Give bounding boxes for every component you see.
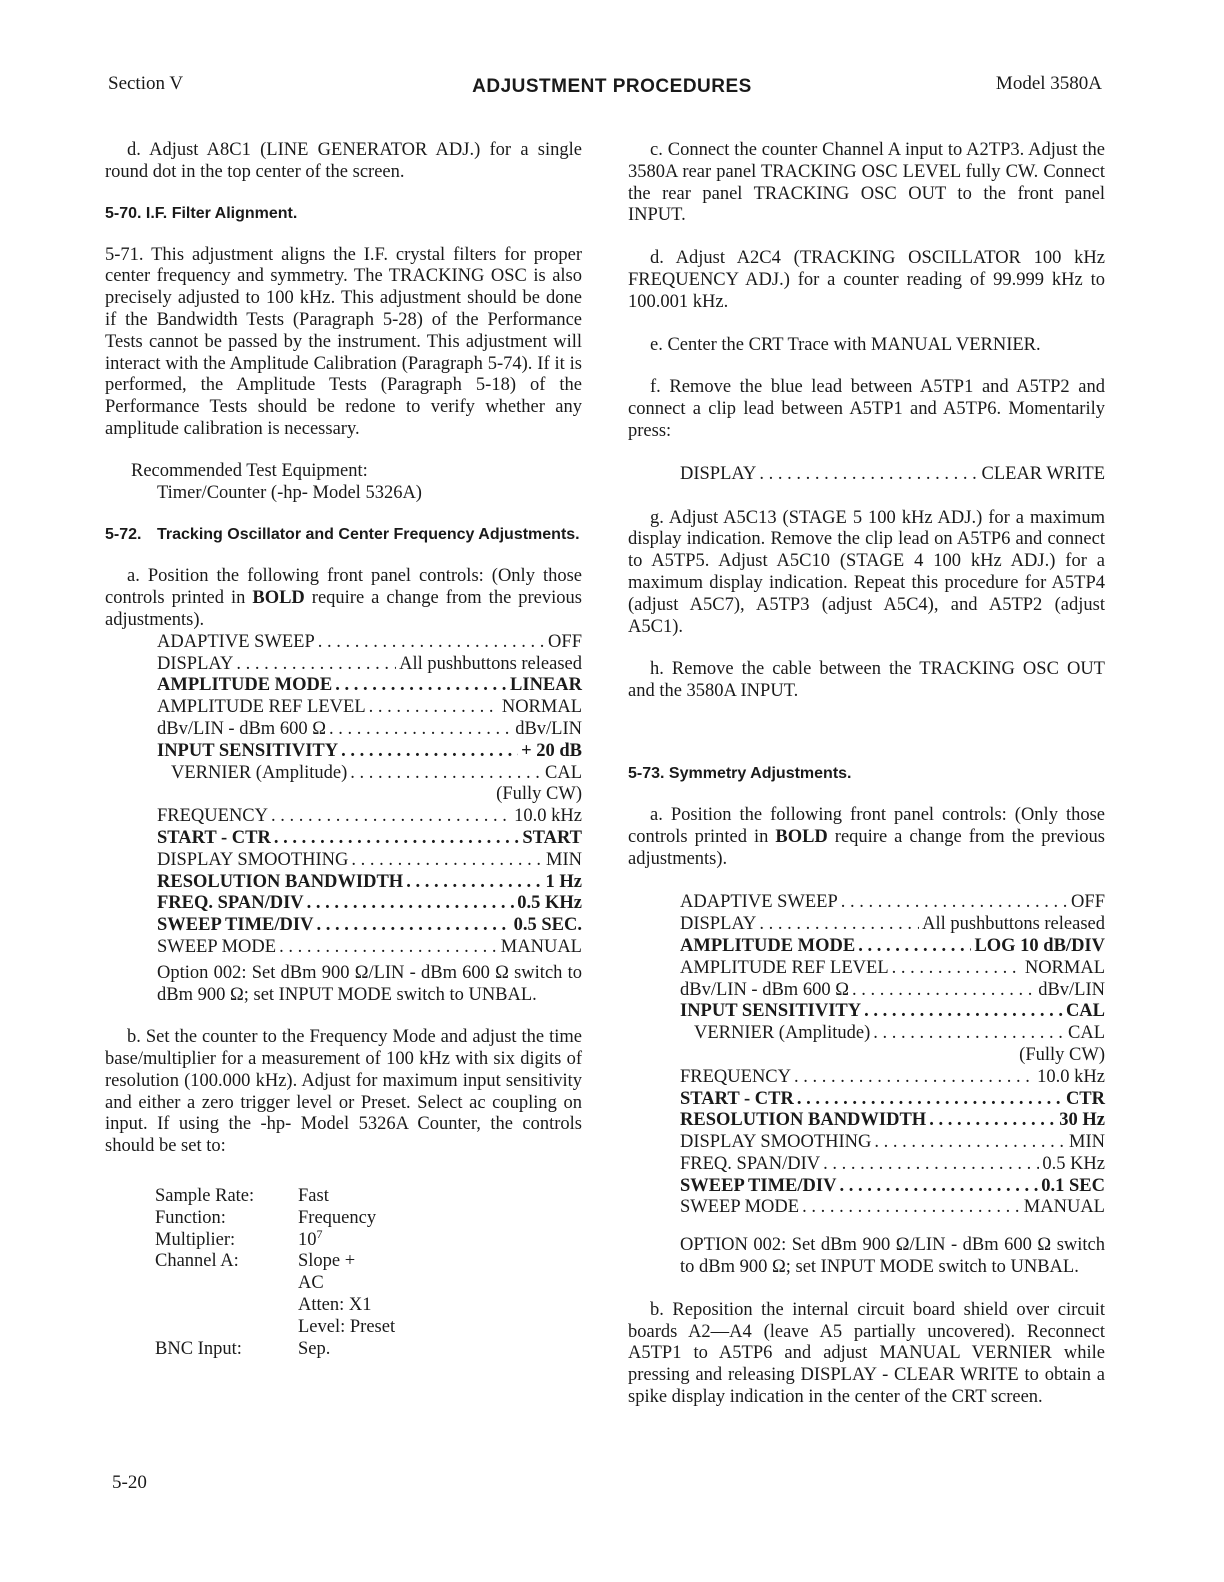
page-title: ADJUSTMENT PROCEDURES xyxy=(472,76,752,97)
right-para-g: g. Adjust A5C13 (STAGE 5 100 kHz ADJ.) for a maximum display indication. Remove the clip lead on A5TP6 and connect to A5TP5. Adjust A5C10 (STAGE 4 100 kHz ADJ.) for a maximum display indication. Repeat this procedure for A5TP4 (adjust A5C7), A5TP3 (adjust A5C4), and A5TP2 (adjust A5C1). xyxy=(628,507,1105,637)
control-label: SWEEP TIME/DIV xyxy=(157,915,314,936)
control-row xyxy=(157,937,582,959)
control-row xyxy=(157,806,582,828)
counter-setting-label: Function: xyxy=(155,1207,226,1228)
control-label: ADAPTIVE SWEEP xyxy=(157,631,315,652)
control-value: 10.0 kHz xyxy=(1037,1066,1105,1087)
counter-setting-value: AC xyxy=(298,1273,324,1294)
rte-item: Timer/Counter (-hp- Model 5326A) xyxy=(157,482,422,503)
control-value: dBv/LIN xyxy=(1038,979,1105,1000)
right-para-a-bold: BOLD xyxy=(775,826,828,847)
right-para-a-text-2: require a change from the previous adjustments). xyxy=(628,826,1105,869)
heading-5-72 xyxy=(105,524,582,546)
left-controls-list xyxy=(157,632,582,959)
control-row xyxy=(680,1154,1105,1176)
counter-setting-value: Slope + xyxy=(298,1251,356,1272)
counter-setting-label: Sample Rate: xyxy=(155,1186,255,1207)
control-value: All pushbuttons released xyxy=(922,914,1105,935)
control-row xyxy=(680,1132,1105,1154)
control-row xyxy=(680,1067,1105,1089)
control-label: FREQ. SPAN/DIV xyxy=(157,893,304,914)
left-option-002: Option 002: Set dBm 900 Ω/LIN - dBm 600 Ω switch to dBm 900 Ω; set INPUT MODE switch to UNBAL. xyxy=(157,962,582,1005)
counter-settings-table xyxy=(155,1186,582,1360)
control-value: 0.1 SEC xyxy=(1041,1175,1105,1196)
control-row xyxy=(680,1176,1105,1198)
control-value: START xyxy=(522,827,582,848)
control-label: dBv/LIN - dBm 600 Ω xyxy=(680,979,849,1000)
page-number: 5-20 xyxy=(112,1472,147,1493)
control-value: 0.5 KHz xyxy=(1042,1153,1105,1174)
right-para-a-text-1: a. Position the following front panel controls: (Only those controls printed in xyxy=(628,804,1105,847)
control-value: 0.5 SEC. xyxy=(513,915,582,936)
control-row xyxy=(157,719,582,741)
control-label: AMPLITUDE MODE xyxy=(680,935,856,956)
section-label: Section V xyxy=(108,73,184,94)
control-row xyxy=(680,1197,1105,1219)
control-value: MIN xyxy=(1069,1132,1105,1153)
control-row xyxy=(680,892,1105,914)
control-row xyxy=(680,936,1105,958)
control-value: 0.5 KHz xyxy=(517,893,582,914)
control-value: LINEAR xyxy=(510,675,582,696)
left-para-d: d. Adjust A8C1 (LINE GENERATOR ADJ.) for a single round dot in the top center of the screen. xyxy=(105,140,582,182)
counter-setting-value: Level: Preset xyxy=(298,1316,396,1337)
control-value: dBv/LIN xyxy=(515,718,582,739)
left-column xyxy=(105,140,582,1360)
right-para-b: b. Reposition the internal circuit board shield over circuit boards A2—A4 (leave A5 partially uncovered). Reconnect A5TP1 to A5TP6 and adjust MANUAL VERNIER while pressing and releasing DISPLAY - CLEAR WRITE to obtain a spike display indication in the center of the CRT screen. xyxy=(628,1299,1105,1408)
right-column xyxy=(628,140,1105,1409)
display-clear-write xyxy=(680,464,1105,486)
control-value: 1 Hz xyxy=(545,871,582,892)
left-para-b: b. Set the counter to the Frequency Mode and adjust the time base/multiplier for a measurement of 100 kHz with six digits of resolution (100.000 kHz). Adjust for maximum input sensitivity and either a zero trigger level or Preset. Select ac coupling on input. If using the -hp- Model 5326A Counter, the controls should be set to: xyxy=(105,1027,582,1157)
control-value: CAL xyxy=(545,762,582,783)
control-label: SWEEP MODE xyxy=(680,1197,800,1218)
control-label: FREQUENCY xyxy=(680,1066,792,1087)
control-label: VERNIER (Amplitude) xyxy=(694,1023,871,1044)
control-value: 10.0 kHz xyxy=(514,806,582,827)
rte-label: Recommended Test Equipment: xyxy=(131,460,368,481)
control-label: ADAPTIVE SWEEP xyxy=(680,892,838,913)
heading-5-72-text: Tracking Oscillator and Center Frequency Adjustments. xyxy=(157,526,580,544)
control-label: DISPLAY xyxy=(680,914,757,935)
right-para-a xyxy=(628,805,1105,870)
control-label: START - CTR xyxy=(157,827,271,848)
control-label: AMPLITUDE REF LEVEL xyxy=(680,957,889,978)
heading-5-72-number: 5-72. xyxy=(105,526,142,544)
control-row xyxy=(157,828,582,850)
control-value: CTR xyxy=(1065,1088,1105,1109)
fully-cw-note: (Fully CW) xyxy=(1019,1044,1105,1065)
control-row xyxy=(157,675,582,697)
control-row xyxy=(680,958,1105,980)
control-value: OFF xyxy=(1071,892,1105,913)
right-para-f: f. Remove the blue lead between A5TP1 and A5TP2 and connect a clip lead between A5TP1 and A5TP6. Momentarily press: xyxy=(628,377,1105,441)
heading-5-70: 5-70. I.F. Filter Alignment. xyxy=(105,204,298,222)
control-row xyxy=(157,850,582,872)
control-row xyxy=(157,632,582,654)
counter-setting-label: Channel A: xyxy=(155,1251,239,1272)
control-row xyxy=(680,1001,1105,1023)
left-para-a-bold: BOLD xyxy=(252,588,305,609)
control-value: 30 Hz xyxy=(1059,1110,1105,1131)
control-label: SWEEP TIME/DIV xyxy=(680,1175,837,1196)
control-label: INPUT SENSITIVITY xyxy=(680,1001,862,1022)
right-para-h: h. Remove the cable between the TRACKING OSC OUT and the 3580A INPUT. xyxy=(628,659,1105,702)
left-para-a-text-2: require a change from the previous adjustments). xyxy=(105,588,582,630)
control-label: INPUT SENSITIVITY xyxy=(157,740,339,761)
heading-5-73: 5-73. Symmetry Adjustments. xyxy=(628,764,852,782)
control-label: DISPLAY SMOOTHING xyxy=(157,849,349,870)
right-para-d: d. Adjust A2C4 (TRACKING OSCILLATOR 100 kHz FREQUENCY ADJ.) for a counter reading of 99.999 kHz to 100.001 kHz. xyxy=(628,248,1105,312)
control-label: dBv/LIN - dBm 600 Ω xyxy=(157,718,326,739)
counter-setting-label: Multiplier: xyxy=(155,1229,236,1250)
control-value: CAL xyxy=(1065,1001,1105,1022)
control-row xyxy=(157,893,582,915)
control-label: FREQUENCY xyxy=(157,806,269,827)
control-label: AMPLITUDE REF LEVEL xyxy=(157,697,366,718)
fully-cw-note: (Fully CW) xyxy=(496,784,582,805)
control-row xyxy=(157,697,582,719)
control-label: DISPLAY SMOOTHING xyxy=(680,1132,872,1153)
control-row xyxy=(680,1110,1105,1132)
control-value: NORMAL xyxy=(1024,957,1105,978)
control-row xyxy=(680,1023,1105,1045)
right-controls-list xyxy=(680,892,1105,1219)
control-value: All pushbuttons released xyxy=(399,653,582,674)
counter-setting-label: BNC Input: xyxy=(155,1338,242,1359)
control-row xyxy=(680,914,1105,936)
control-row xyxy=(680,980,1105,1002)
control-value: MANUAL xyxy=(1023,1197,1105,1218)
right-para-e: e. Center the CRT Trace with MANUAL VERNIER. xyxy=(650,334,1041,355)
left-para-a xyxy=(105,566,582,631)
control-label: FREQ. SPAN/DIV xyxy=(680,1153,821,1174)
display-value: CLEAR WRITE xyxy=(981,463,1105,484)
control-row xyxy=(680,1089,1105,1111)
counter-setting-label xyxy=(155,1273,298,1295)
counter-setting-value: $10^7$ xyxy=(298,1226,323,1250)
control-row xyxy=(157,654,582,676)
right-para-c: c. Connect the counter Channel A input to A2TP3. Adjust the 3580A rear panel TRACKING OSC LEVEL fully CW. Connect the rear panel TRACKING OSC OUT to the front panel INPUT. xyxy=(628,140,1105,226)
control-label: VERNIER (Amplitude) xyxy=(171,762,348,783)
control-row xyxy=(157,741,582,763)
control-row xyxy=(157,915,582,937)
left-para-a-text-1: a. Position the following front panel controls: (Only those controls printed in xyxy=(105,566,582,609)
control-label: AMPLITUDE MODE xyxy=(157,675,333,696)
model-label: Model 3580A xyxy=(995,73,1102,94)
control-value: CAL xyxy=(1068,1023,1105,1044)
counter-setting-value: Frequency xyxy=(298,1207,377,1228)
control-value: OFF xyxy=(548,631,582,652)
control-value: MANUAL xyxy=(500,936,582,957)
control-value: MIN xyxy=(546,849,582,870)
counter-setting-label xyxy=(155,1317,298,1339)
control-label: RESOLUTION BANDWIDTH xyxy=(680,1110,927,1131)
para-5-71: 5-71. This adjustment aligns the I.F. crystal filters for proper center frequency and symmetry. The TRACKING OSC is also precisely adjusted to 100 kHz. This adjustment should be done if the Bandwidth Tests (Paragraph 5-28) of the Performance Tests cannot be passed by the instrument. This adjustment will interact with the Amplitude Calibration (Paragraph 5-74). If it is performed, the Amplitude Tests (Paragraph 5-18) of the Performance Tests should be redone to verify whether any amplitude calibration is necessary. xyxy=(105,244,582,439)
control-label: SWEEP MODE xyxy=(157,936,277,957)
counter-setting-value: Fast xyxy=(298,1186,329,1207)
display-label: DISPLAY xyxy=(680,463,757,484)
control-value: LOG 10 dB/DIV xyxy=(974,935,1105,956)
control-value: NORMAL xyxy=(501,697,582,718)
control-row xyxy=(157,872,582,894)
counter-setting-value: Sep. xyxy=(298,1338,331,1359)
control-label: RESOLUTION BANDWIDTH xyxy=(157,871,404,892)
counter-setting-label xyxy=(155,1295,298,1317)
control-value: + 20 dB xyxy=(521,740,582,761)
control-label: START - CTR xyxy=(680,1088,794,1109)
counter-setting-value: Atten: X1 xyxy=(298,1295,372,1316)
control-label: DISPLAY xyxy=(157,653,234,674)
control-row xyxy=(157,763,582,785)
right-option-002: OPTION 002: Set dBm 900 Ω/LIN - dBm 600 Ω switch to dBm 900 Ω; set INPUT MODE switch to UNBAL. xyxy=(680,1235,1105,1278)
